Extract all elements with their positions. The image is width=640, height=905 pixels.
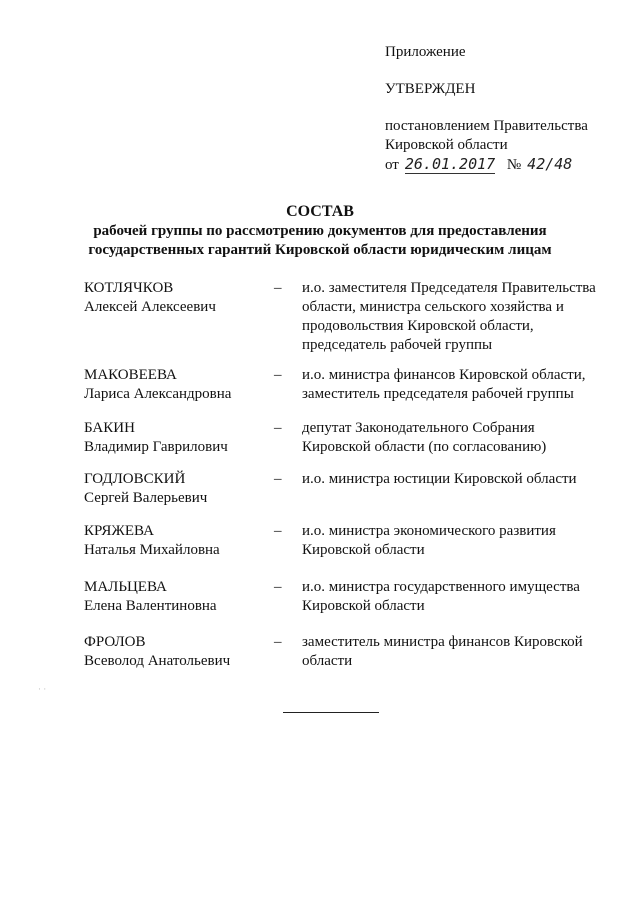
member-role <box>302 470 602 489</box>
member-dash: – <box>274 471 282 487</box>
member-given-name: Елена Валентиновна <box>84 598 217 614</box>
member-given-name: Наталья Михайловна <box>84 542 220 558</box>
handwritten-date: 26.01.2017 <box>404 155 496 173</box>
member-surname: КРЯЖЕВА <box>84 523 154 539</box>
member-surname: КОТЛЯЧКОВ <box>84 280 174 296</box>
resolution-line-2: Кировской области <box>385 137 508 153</box>
member-dash: – <box>274 280 282 296</box>
member-entry <box>84 470 609 522</box>
member-role-line: области <box>302 653 353 669</box>
approval-block <box>385 43 625 175</box>
member-dash: – <box>274 523 282 539</box>
member-name <box>84 522 274 560</box>
member-role-line: и.о. министра экономического развития <box>302 523 556 539</box>
member-dash: – <box>274 367 282 383</box>
member-role <box>302 522 602 560</box>
scan-speck: · · <box>38 684 47 694</box>
member-role-line: заместитель председателя рабочей группы <box>302 386 574 402</box>
member-name <box>84 470 274 508</box>
member-role-line: председатель рабочей группы <box>302 337 493 353</box>
member-surname: МАЛЬЦЕВА <box>84 579 167 595</box>
member-role-line: депутат Законодательного Собрания <box>302 420 535 436</box>
member-list <box>84 279 609 673</box>
member-surname: ГОДЛОВСКИЙ <box>84 471 186 487</box>
member-role-line: Кировской области <box>302 542 425 558</box>
member-role-line: и.о. министра финансов Кировской области, <box>302 367 586 383</box>
document-subtitle-line-2: государственных гарантий Кировской области юридическим лицам <box>88 242 552 258</box>
member-name <box>84 633 274 671</box>
resolution-line-1: постановлением Правительства <box>385 118 588 134</box>
member-role <box>302 279 602 355</box>
member-role-line: области, министра сельского хозяйства и <box>302 299 564 315</box>
date-prefix: от <box>385 157 399 173</box>
member-name <box>84 279 274 317</box>
member-role <box>302 633 602 671</box>
document-subtitle-line-1: рабочей группы по рассмотрению документов для предоставления <box>93 223 547 239</box>
member-dash: – <box>274 579 282 595</box>
resolution-date-number <box>385 155 625 175</box>
member-dash: – <box>274 420 282 436</box>
member-entry <box>84 522 609 578</box>
member-given-name: Лариса Александровна <box>84 386 232 402</box>
member-name <box>84 578 274 616</box>
member-role-line: Кировской области <box>302 598 425 614</box>
member-role-line: и.о. министра юстиции Кировской области <box>302 471 577 487</box>
member-role-line: продовольствия Кировской области, <box>302 318 534 334</box>
document-title: СОСТАВ <box>286 203 354 220</box>
member-entry <box>84 633 609 673</box>
member-role <box>302 419 602 457</box>
member-given-name: Алексей Алексеевич <box>84 299 216 315</box>
member-given-name: Всеволод Анатольевич <box>84 653 231 669</box>
member-role-line: и.о. заместителя Председателя Правительства <box>302 280 596 296</box>
member-role-line: заместитель министра финансов Кировской <box>302 634 583 650</box>
member-name <box>84 366 274 404</box>
member-given-name: Сергей Валерьевич <box>84 490 208 506</box>
member-role <box>302 366 602 404</box>
member-surname: БАКИН <box>84 420 135 436</box>
document-heading <box>0 202 640 260</box>
handwritten-number: 42/48 <box>527 155 573 173</box>
member-entry <box>84 578 609 633</box>
member-given-name: Владимир Гаврилович <box>84 439 228 455</box>
member-role-line: и.о. министра государственного имущества <box>302 579 580 595</box>
appendix-label: Приложение <box>385 44 466 60</box>
approved-label: УТВЕРЖДЕН <box>385 81 476 97</box>
number-sign: № <box>506 157 522 173</box>
closing-divider <box>283 712 379 713</box>
member-dash: – <box>274 634 282 650</box>
member-surname: МАКОВЕЕВА <box>84 367 177 383</box>
member-entry <box>84 419 609 470</box>
member-role <box>302 578 602 616</box>
member-surname: ФРОЛОВ <box>84 634 146 650</box>
member-name <box>84 419 274 457</box>
member-entry <box>84 366 609 419</box>
member-role-line: Кировской области (по согласованию) <box>302 439 547 455</box>
member-entry <box>84 279 609 366</box>
